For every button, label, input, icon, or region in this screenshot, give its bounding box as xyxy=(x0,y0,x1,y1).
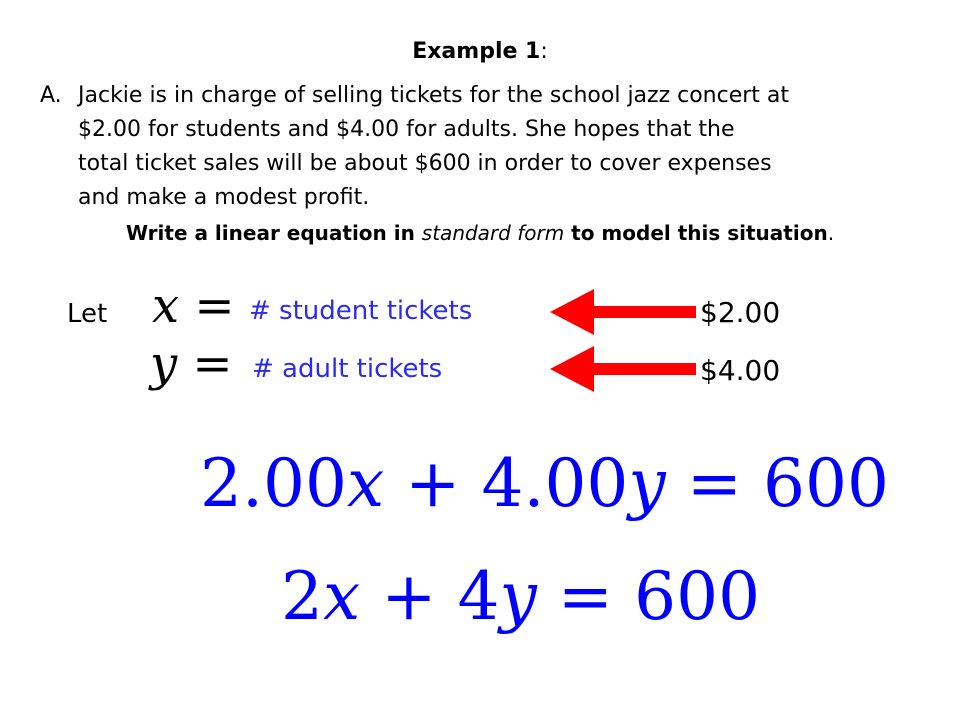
y-definition: # adult tickets xyxy=(252,354,443,384)
equation-integer xyxy=(281,557,760,637)
problem-line: total ticket sales will be about $600 in order to cover expenses xyxy=(78,151,772,176)
equation-decimal xyxy=(200,444,889,524)
problem-lines xyxy=(78,79,789,215)
x-var-symbol: x xyxy=(152,278,180,334)
example-heading xyxy=(0,39,960,65)
adult-price: $4.00 xyxy=(700,354,781,387)
y-variable xyxy=(150,336,233,392)
instruction-period: . xyxy=(827,221,835,245)
student-price: $2.00 xyxy=(700,296,781,329)
problem-line: and make a modest profit. xyxy=(78,185,370,210)
var-x: x xyxy=(346,445,385,522)
problem-line: $2.00 for students and $4.00 for adults. She hopes that the xyxy=(78,117,735,142)
example-title: Example 1 xyxy=(412,39,541,64)
x-variable xyxy=(152,278,235,334)
y-equals: = xyxy=(192,336,233,392)
left-arrow-icon xyxy=(548,286,698,338)
var-y: y xyxy=(628,445,666,522)
var-x: x xyxy=(323,558,361,635)
instruction xyxy=(0,220,960,246)
plus-sign: + xyxy=(381,558,437,635)
problem-marker: A. xyxy=(40,83,62,108)
equals-sign: = xyxy=(557,558,614,635)
coef-a: 2.00 xyxy=(200,445,347,522)
instruction-italic: standard form xyxy=(421,221,565,245)
problem-line: Jackie is in charge of selling tickets for the school jazz concert at xyxy=(78,83,790,108)
coef-b: 4 xyxy=(457,558,500,635)
equals-sign: = xyxy=(686,445,743,522)
coef-b: 4.00 xyxy=(481,445,629,522)
instruction-after: to model this situation xyxy=(564,221,828,245)
var-y: y xyxy=(499,558,537,635)
example-colon: : xyxy=(540,39,548,64)
let-label: Let xyxy=(67,299,108,329)
rhs: 600 xyxy=(763,445,889,522)
rhs: 600 xyxy=(634,558,761,635)
instruction-before: Write a linear equation in xyxy=(125,221,422,245)
y-var-symbol: y xyxy=(150,336,178,392)
x-equals: = xyxy=(194,278,235,334)
x-definition: # student tickets xyxy=(249,296,473,326)
plus-sign: + xyxy=(405,445,461,522)
left-arrow-icon xyxy=(548,343,698,395)
coef-a: 2 xyxy=(281,558,323,635)
